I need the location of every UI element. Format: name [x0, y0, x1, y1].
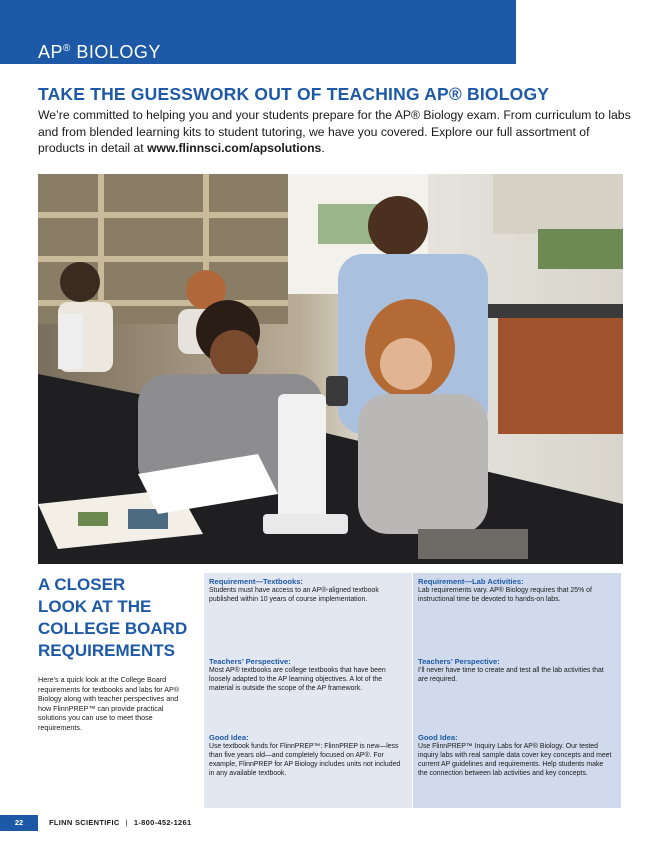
closer-look-heading: A CLOSER LOOK AT THE COLLEGE BOARD REQUIREMENTS [38, 575, 188, 660]
classroom-photo [38, 174, 623, 564]
page-footer [0, 815, 661, 833]
page-headline: TAKE THE GUESSWORK OUT OF TEACHING AP® BIOLOGY [38, 84, 550, 104]
textbooks-requirement: Requirement—Textbooks: Students must have access to an AP®-aligned textbook published within 10 years of course implementation. [209, 577, 379, 603]
page-number: 22 [0, 815, 38, 831]
labs-perspective: Teachers’ Perspective: I’ll never have time to create and test all the lab activities that are required. [418, 657, 604, 683]
labs-good-idea: Good Idea: Use FlinnPREP™ Inquiry Labs for AP® Biology. Our tested inquiry labs with real sample data cover key concepts and meet current AP guidelines and requirements. Help students make the connection between lab activities and key concepts. [418, 733, 612, 777]
closer-look-body: Here’s a quick look at the College Board requirements for textbooks and labs for AP® Biology along with teacher perspectives and how FlinnPREP™ can provide practical solutions you can use to meet those requirements. [38, 675, 180, 732]
textbooks-panel [204, 573, 412, 808]
header-banner [0, 0, 516, 64]
intro-paragraph: We’re committed to helping you and your students prepare for the AP® Biology exam. From curriculum to labs and from blended learning kits to student tutoring, we have you covered. Explore our full assortment of products in detail at www.flinnsci.com/apsolutions. [38, 108, 631, 155]
labs-panel [413, 573, 621, 808]
textbooks-perspective: Teachers’ Perspective: Most AP® textbooks are college textbooks that have been loosely adapted to the AP learning objectives. A lot of the material is outside the scope of the AP framework. [209, 657, 386, 692]
footer-contact: FLINN SCIENTIFIC | 1-800-452-1261 [49, 818, 192, 827]
labs-requirement: Requirement—Lab Activities: Lab requirements vary. AP® Biology requires that 25% of instructional time be devoted to hands-on labs. [418, 577, 592, 603]
textbooks-good-idea: Good Idea: Use textbook funds for FlinnPREP™: FlinnPREP is new—less than five years old—and completely focused on AP®. For example, FlinnPREP for AP Biology includes units not included in any available textbook. [209, 733, 401, 777]
apsolutions-link[interactable]: www.flinnsci.com/apsolutions [147, 141, 322, 155]
section-title: AP® BIOLOGY [38, 42, 161, 62]
